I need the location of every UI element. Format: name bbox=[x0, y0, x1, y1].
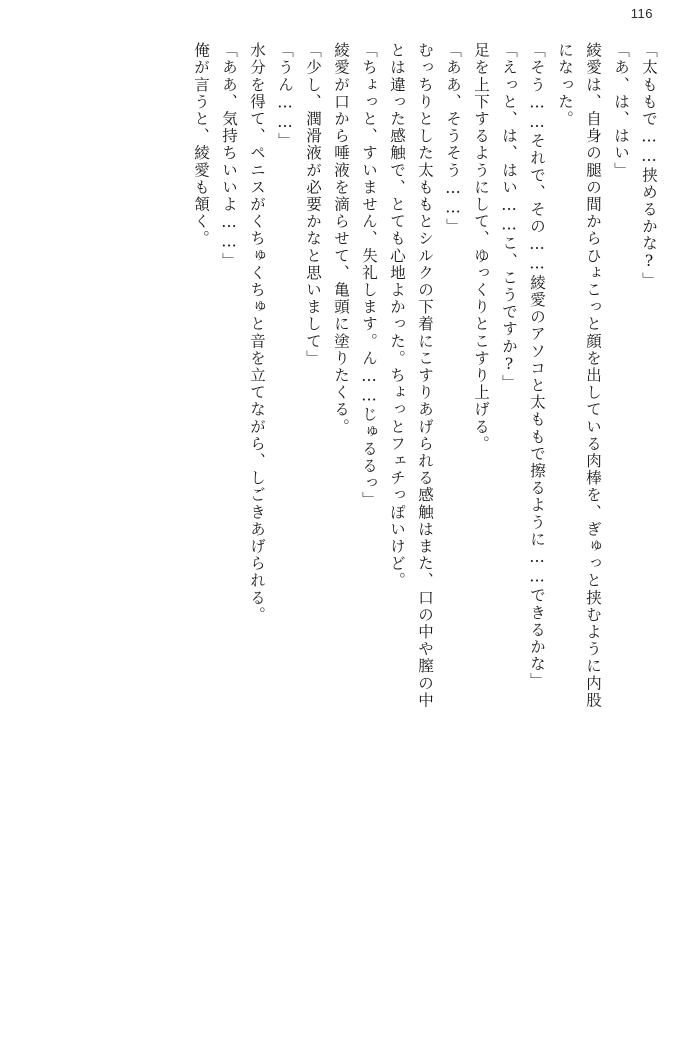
vertical-text-body bbox=[22, 42, 657, 1022]
text-line: 「太ももで……挟めるかな?」 bbox=[640, 42, 658, 289]
text-line: になった。 bbox=[556, 42, 574, 128]
text-line: 「そう……それで、その……綾愛のアソコと太ももで擦るように……できるかな」 bbox=[528, 42, 546, 690]
text-line: 水分を得て、ペニスがくちゅくちゅと音を立てながら、しごきあげられる。 bbox=[248, 42, 266, 624]
text-line: 「えっと、は、はい……こ、こうですか?」 bbox=[500, 42, 518, 392]
text-line: 綾愛が口から唾液を滴らせて、亀頭に塗りたくる。 bbox=[332, 42, 350, 436]
text-line: 「ああ、気持ちいいよ……」 bbox=[220, 42, 238, 270]
text-line: 「ちょっと、すいません、失礼します。ん……じゅるるっ」 bbox=[360, 42, 378, 509]
text-line: 「うん……」 bbox=[276, 42, 294, 150]
page-number: 116 bbox=[630, 6, 653, 21]
text-line: 「あ、は、はい」 bbox=[612, 42, 630, 179]
text-line: 「少し、潤滑液が必要かなと思いまして」 bbox=[304, 42, 322, 367]
text-line: 足を上下するようにして、ゆっくりとこすり上げる。 bbox=[472, 42, 490, 453]
text-line: 俺が言うと、綾愛も頷く。 bbox=[192, 42, 210, 248]
text-line: とは違った感触で、とても心地よかった。ちょっとフェチっぽいけど。 bbox=[388, 42, 406, 590]
text-line: 「ああ、そうそう……」 bbox=[444, 42, 462, 236]
text-line: むっちりとした太ももとシルクの下着にこすりあげられる感触はまた、口の中や膣の中 bbox=[416, 42, 434, 709]
text-line: 綾愛は、自身の腿の間からひょこっと顔を出している肉棒を、ぎゅっと挟むように内股 bbox=[584, 42, 602, 709]
